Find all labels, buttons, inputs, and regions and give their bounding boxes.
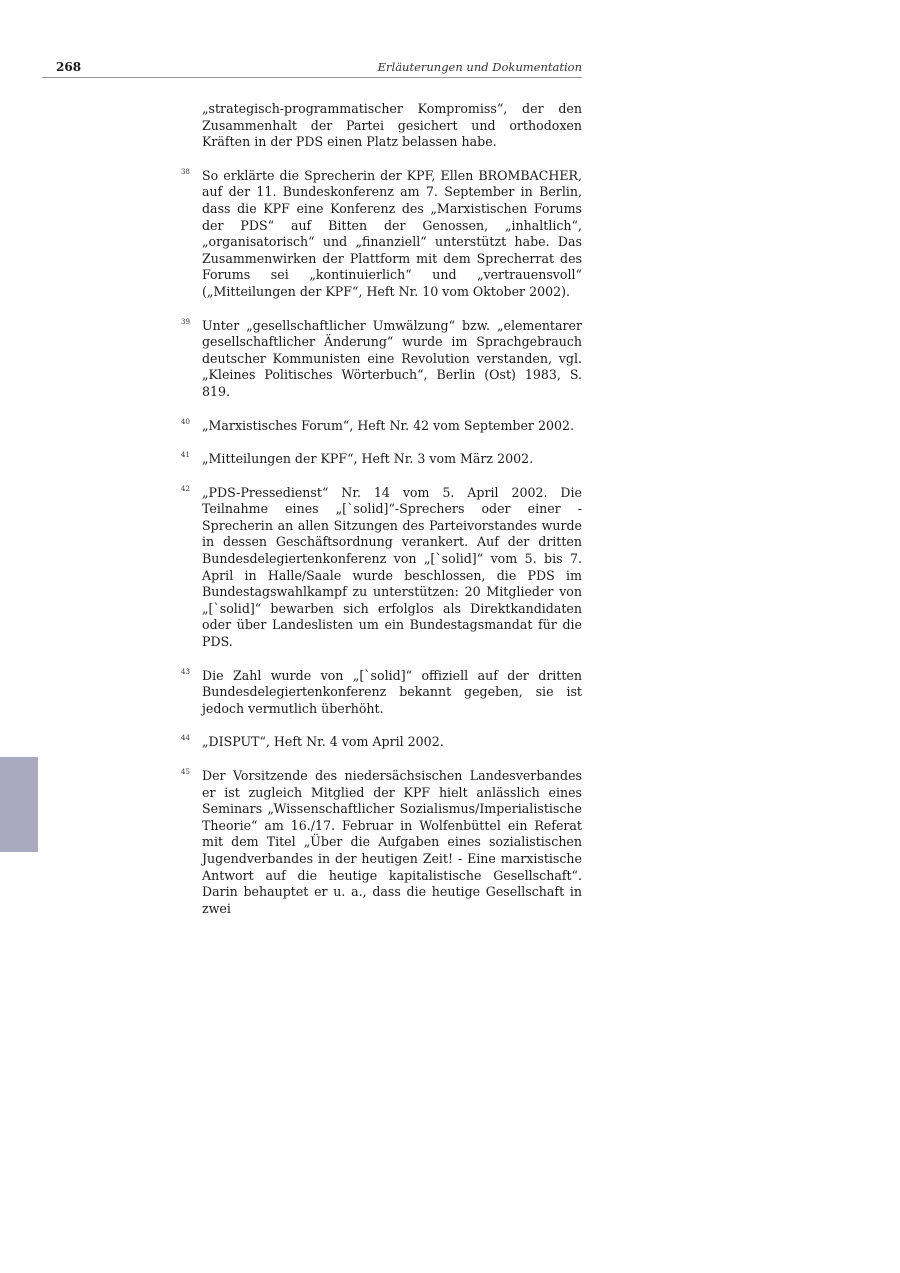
footnote-39 [180,318,582,401]
footnote-38 [180,168,582,301]
footnote-number: 44 [181,734,190,743]
footnote-number: 41 [181,451,190,460]
footnote-text: „PDS-Pressedienst“ Nr. 14 vom 5. April 2002. Die Teilnahme eines „[`solid]“-Sprechers oder einer -Sprecherin an allen Sitzungen des Parteivorstandes wurde in dessen Geschäftsordnung verankert. Auf der dritten Bundesdelegiertenkonferenz von „[`solid]“ vom 5. bis 7. April in Halle/Saale wurde beschlossen, die PDS im Bundestagswahlkampf zu unterstützen: 20 Mitglieder von „[`solid]“ bewarben sich erfolglos als Direktkandidaten oder über Landeslisten um ein Bundestagsmandat für die PDS. [202,484,582,650]
running-title: Erläuterungen und Dokumentation [377,60,582,74]
footnote-number: 43 [181,667,190,676]
footnote-text: Unter „gesellschaftlicher Umwälzung“ bzw. „elementarer gesellschaftlicher Änderung“ wurde im Sprachgebrauch deutscher Kommunisten eine Revolution verstanden, vgl. „Kleines Politisches Wörterbuch“, Berlin (Ost) 1983, S. 819. [202,317,582,399]
footnote-number: 38 [181,167,190,176]
footnote-text: „Marxistisches Forum“, Heft Nr. 42 vom September 2002. [202,417,575,433]
footnote-continuation [180,101,582,151]
footnote-number: 42 [181,484,190,493]
footnotes-list [180,101,582,934]
footnote-41 [180,451,582,468]
footnote-text: „DISPUT“, Heft Nr. 4 vom April 2002. [202,734,444,750]
footnote-number: 39 [181,317,190,326]
footnote-44 [180,734,582,751]
footnote-text: Die Zahl wurde von „[`solid]“ offiziell auf der dritten Bundesdelegiertenkonferenz bekannt gegeben, sie ist jedoch vermutlich überhöht. [202,667,582,716]
footnote-text: Der Vorsitzende des niedersächsischen Landesverbandes er ist zugleich Mitglied der KPF hielt anlässlich eines Seminars „Wissenschaftlicher Sozialismus/Imperialistische Theorie“ am 16./17. Februar in Wolfenbüttel ein Referat mit dem Titel „Über die Aufgaben eines sozialistischen Jugendverbandes in der heutigen Zeit! - Eine marxistische Antwort auf die heutige kapitalistische Gesellschaft“. Darin behauptet er u. a., dass die heutige Gesellschaft in zwei [202,768,582,916]
footnote-text: So erklärte die Sprecherin der KPF, Ellen BROMBACHER, auf der 11. Bundeskonferenz am 7. September in Berlin, dass die KPF eine Konferenz des „Marxistischen Forums der PDS“ auf Bitten der Genossen, „inhaltlich“, „organisatorisch“ und „finanziell“ unterstützt habe. Das Zusammenwirken der Plattform mit dem Sprecherrat des Forums sei „kontinuierlich“ und „vertrauensvoll“ („Mitteilungen der KPF“, Heft Nr. 10 vom Oktober 2002). [202,167,582,299]
footnote-number: 40 [181,417,190,426]
page-header [42,58,582,78]
footnote-43 [180,668,582,718]
footnote-number: 45 [181,768,190,776]
footnote-45 [180,768,582,917]
footnote-text: „strategisch-programmatischer Kompromiss“, der den Zusammenhalt der Partei gesichert und orthodoxen Kräften in der PDS einen Platz belassen habe. [202,101,582,150]
chapter-tab-marker [0,757,38,852]
page-number: 268 [56,60,82,74]
footnote-40 [180,418,582,435]
footnote-text: „Mitteilungen der KPF“, Heft Nr. 3 vom März 2002. [202,451,534,467]
footnote-42 [180,485,582,651]
